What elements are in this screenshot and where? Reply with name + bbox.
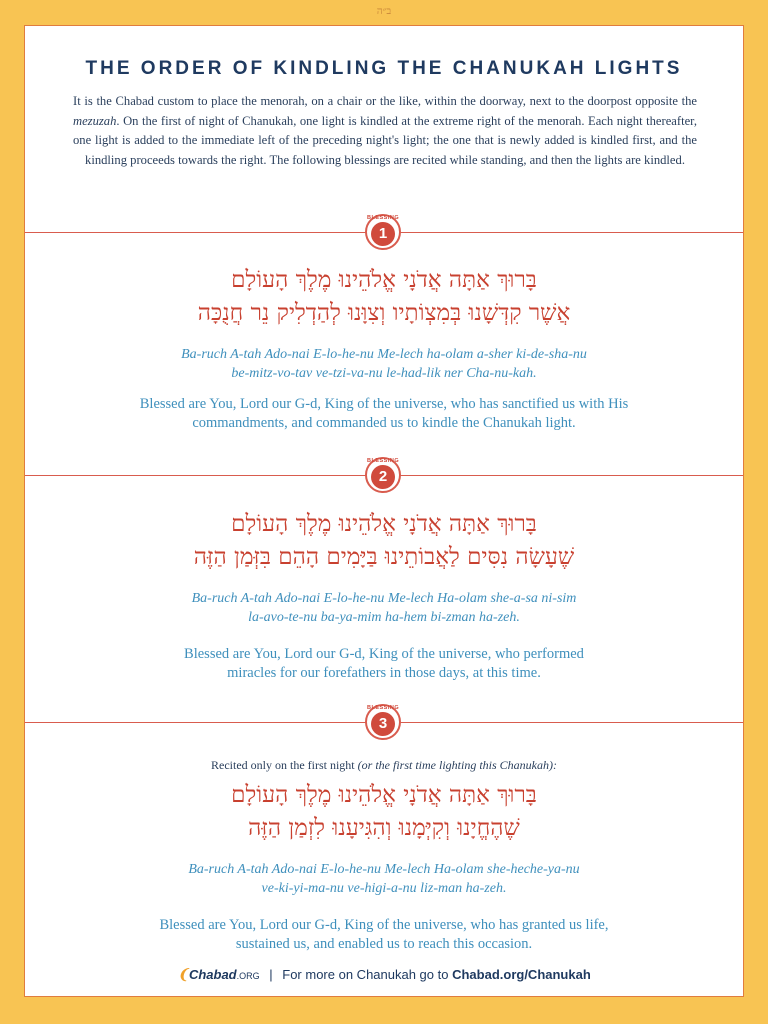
footer-separator: | bbox=[269, 967, 273, 982]
blessing-3-hebrew bbox=[65, 779, 703, 845]
hebrew-line: שֶׁעָשָׂה נִסִּים לַאֲבוֹתֵינוּ בַּיָּמִים הָהֵם בִּזְּמַן הַזֶּה bbox=[193, 544, 575, 570]
hebrew-line: בָּרוּךְ אַתָּה אֲדֹנָי אֱלֹהֵינוּ מֶלֶךְ הָעוֹלָם bbox=[231, 511, 537, 537]
hebrew-line: אֲשֶׁר קִדְּשָׁנוּ בְּמִצְוֹתָיו וְצִוָּנוּ לְהַדְלִיק נֵר חֲנֻכָּה bbox=[197, 300, 571, 326]
translit-line: ve-ki-yi-ma-nu ve-higi-a-nu liz-man ha-zeh. bbox=[261, 881, 507, 896]
blessing-badge-label: BLESSING bbox=[367, 215, 400, 221]
english-line: Blessed are You, Lord our G-d, King of the universe, who performed bbox=[184, 646, 584, 662]
translit-line: Ba-ruch A-tah Ado-nai E-lo-he-nu Me-lech Ha-olam she-a-sa ni-sim bbox=[191, 591, 577, 606]
blessing-number: 1 bbox=[371, 222, 395, 246]
hebrew-line: שֶׁהֶחֱיָנוּ וְקִיְּמָנוּ וְהִגִּיעָנוּ לִזְמַן הַזֶּה bbox=[248, 815, 520, 841]
blessing-1-english bbox=[65, 395, 703, 433]
footer-text: For more on Chanukah go to bbox=[282, 967, 453, 982]
translit-line: be-mitz-vo-tav ve-tzi-va-nu le-had-lik ner Cha-nu-kah. bbox=[231, 366, 537, 381]
hebrew-line: בָּרוּךְ אַתָּה אֲדֹנָי אֱלֹהֵינוּ מֶלֶךְ הָעוֹלָם bbox=[231, 782, 537, 808]
blessing-1-hebrew bbox=[65, 264, 703, 330]
intro-paragraph bbox=[73, 92, 697, 170]
english-line: Blessed are You, Lord our G-d, King of the universe, who has sanctified us with His bbox=[139, 396, 629, 412]
blessing-2-english bbox=[65, 645, 703, 683]
note-plain: Recited only on the first night bbox=[211, 758, 358, 772]
blessing-1-transliteration bbox=[65, 345, 703, 383]
english-line: Blessed are You, Lord our G-d, King of the universe, who has granted us life, bbox=[159, 917, 609, 933]
translit-line: Ba-ruch A-tah Ado-nai E-lo-he-nu Me-lech ha-olam a-sher ki-de-sha-nu bbox=[181, 347, 587, 362]
chabad-logo[interactable] bbox=[177, 967, 259, 982]
document-card bbox=[24, 25, 744, 997]
intro-part2: . On the first of night of Chanukah, one light is kindled at the extreme right of the menorah. Each night thereafter, one light is added to the immediate left of the preceding night's light; the one that is newly added is kindled first, and the kindling proceeds towards the right. The following blessings are recited while standing, and then the lights are kindled. bbox=[73, 113, 697, 167]
translit-line: la-avo-te-nu ba-ya-mim ha-hem bi-zman ha-zeh. bbox=[248, 610, 520, 625]
blessing-badge-label: BLESSING bbox=[367, 705, 400, 711]
logo-main: Chabad bbox=[188, 967, 237, 982]
blessing-number: 3 bbox=[371, 712, 395, 736]
page-title: THE ORDER OF KINDLING THE CHANUKAH LIGHTS bbox=[85, 58, 683, 79]
blessing-number: 2 bbox=[371, 465, 395, 489]
hebrew-line: בָּרוּךְ אַתָּה אֲדֹנָי אֱלֹהֵינוּ מֶלֶךְ הָעוֹלָם bbox=[231, 267, 537, 293]
blessing-2-badge bbox=[365, 457, 401, 493]
blessing-3-transliteration bbox=[65, 860, 703, 898]
note-italic: (or the first time lighting this Chanukah): bbox=[357, 758, 557, 772]
blessing-2-transliteration bbox=[65, 589, 703, 627]
blessing-badge-label: BLESSING bbox=[367, 458, 400, 464]
english-line: miracles for our forefathers in those days, at this time. bbox=[227, 665, 541, 681]
blessing-3-english bbox=[65, 916, 703, 954]
footer bbox=[25, 966, 743, 983]
intro-part1: It is the Chabad custom to place the menorah, on a chair or the like, within the doorway, next to the doorpost opposite the bbox=[73, 94, 697, 108]
english-line: sustained us, and enabled us to reach this occasion. bbox=[235, 936, 533, 952]
logo-suffix: .ORG bbox=[236, 971, 260, 981]
flame-icon: ❨ bbox=[177, 966, 189, 982]
intro-mezuzah: mezuzah bbox=[73, 113, 117, 128]
chanukah-link[interactable]: Chabad.org/Chanukah bbox=[452, 967, 591, 982]
blessing-1-badge bbox=[365, 214, 401, 250]
english-line: commandments, and commanded us to kindle the Chanukah light. bbox=[192, 415, 576, 431]
translit-line: Ba-ruch A-tah Ado-nai E-lo-he-nu Me-lech Ha-olam she-heche-ya-nu bbox=[188, 862, 580, 877]
blessing-3-badge bbox=[365, 704, 401, 740]
bh-header: ב״ה bbox=[376, 6, 392, 17]
blessing-2-hebrew bbox=[65, 508, 703, 574]
blessing-3-note bbox=[65, 757, 703, 773]
